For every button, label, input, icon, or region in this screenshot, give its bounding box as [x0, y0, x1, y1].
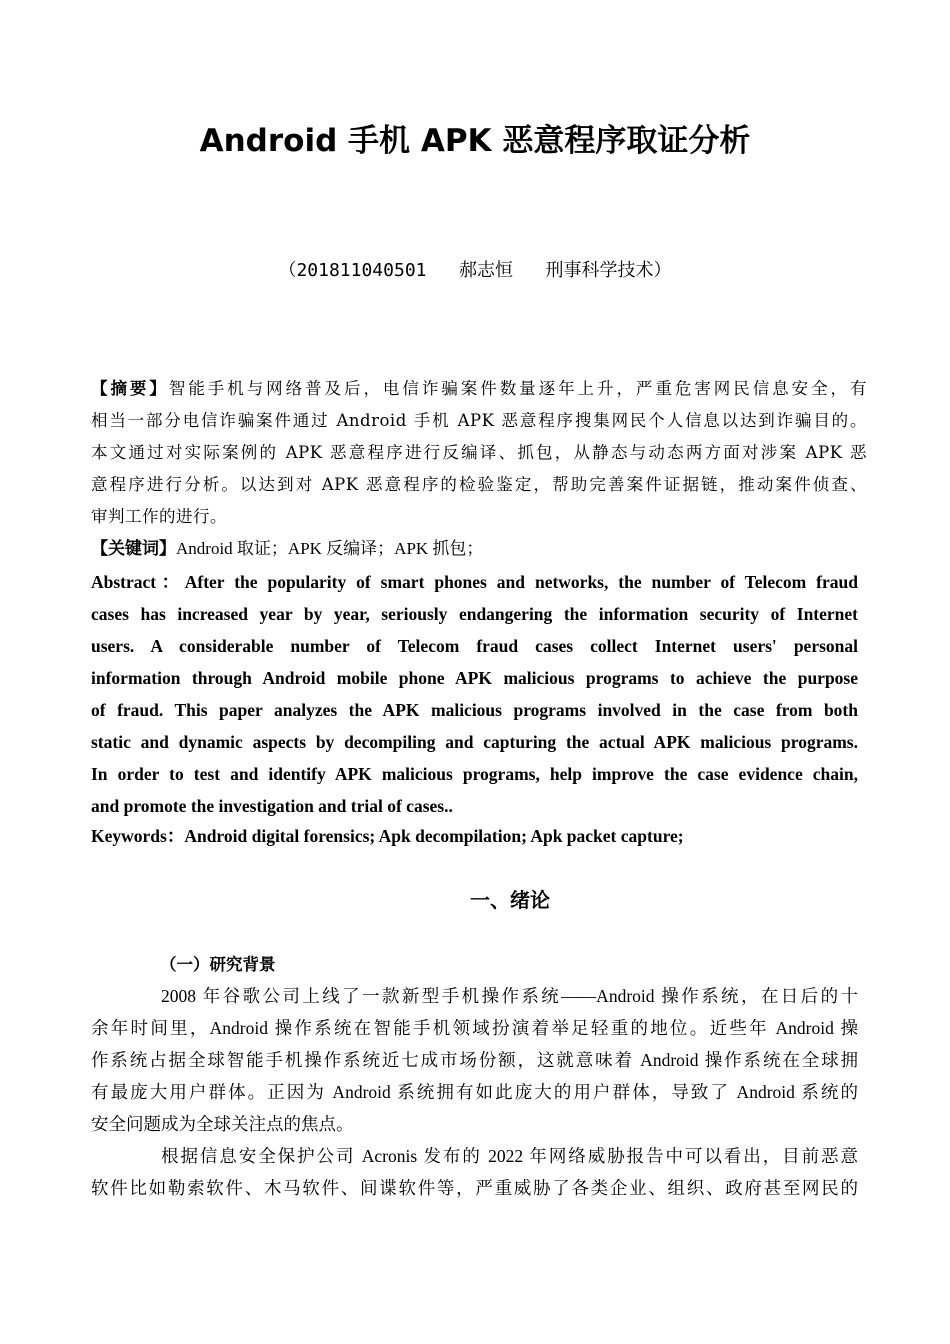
abstract-cn-text: 智能手机与网络普及后，电信诈骗案件数量逐年上升，严重危害网民信息安全，有 [168, 379, 868, 398]
abstract-cn-line-1 [91, 373, 867, 405]
para1-line-3: 作系统占据全球智能手机操作系统近七成市场份额，这就意味着 Android 操作系统在全球拥 [91, 1050, 858, 1070]
subsection-heading: （一）研究背景 [160, 955, 276, 974]
abstract-en-line-7: In order to test and identify APK malicious programs, help improve the case evidence chain, [91, 764, 858, 784]
abstract-cn-line-4: 意程序进行分析。以达到对 APK 恶意程序的检验鉴定，帮助完善案件证据链，推动案件侦查、 [91, 475, 867, 494]
chinese-abstract [91, 373, 867, 533]
english-keywords: Keywords：Android digital forensics; Apk decompilation; Apk packet capture; [91, 826, 684, 846]
abstract-cn-line-3: 本文通过对实际案例的 APK 恶意程序进行反编译、抓包，从静态与动态两方面对涉案 APK 恶 [91, 443, 867, 462]
abstract-cn-line-5: 审判工作的进行。 [91, 507, 227, 526]
body-paragraph-1 [91, 980, 858, 1140]
para2-line-2: 软件比如勒索软件、木马软件、间谍软件等，严重威胁了各类企业、组织、政府甚至网民的 [91, 1178, 858, 1198]
keywords-cn-text: Android 取证；APK 反编译；APK 抓包； [176, 539, 484, 558]
abstract-en-line-6: static and dynamic aspects by decompiling and capturing the actual APK malicious programs. [91, 732, 858, 752]
para1-line-5: 安全问题成为全球关注点的焦点。 [91, 1114, 354, 1134]
abstract-en-line-2: cases has increased year by year, seriously endangering the information security of Internet [91, 604, 858, 624]
abstract-cn-line-2: 相当一部分电信诈骗案件通过 Android 手机 APK 恶意程序搜集网民个人信息以达到诈骗目的。 [91, 411, 867, 430]
author-line: （201811040501 郝志恒 刑事科学技术） [278, 260, 672, 281]
abstract-en-line-8: and promote the investigation and trial of cases.. [91, 796, 453, 816]
para1-line-2: 余年时间里，Android 操作系统在智能手机领域扮演着举足轻重的地位。近些年 Android 操 [91, 1018, 858, 1038]
abstract-cn-tag: 【摘要】 [91, 379, 169, 398]
english-abstract [91, 566, 858, 822]
para1-line-1: 2008 年谷歌公司上线了一款新型手机操作系统——Android 操作系统，在日后的十 [161, 986, 858, 1006]
abstract-en-line-4: information through Android mobile phone APK malicious programs to achieve the purpose [91, 668, 858, 688]
abstract-en-line-5: of fraud. This paper analyzes the APK malicious programs involved in the case from both [91, 700, 858, 720]
abstract-en-line-1: Abstract：After the popularity of smart phones and networks, the number of Telecom fraud [91, 572, 858, 592]
keywords-cn-tag: 【关键词】 [91, 539, 176, 559]
para1-line-4: 有最庞大用户群体。正因为 Android 系统拥有如此庞大的用户群体，导致了 Android 系统的 [91, 1082, 858, 1102]
paper-title: Android 手机 APK 恶意程序取证分析 [199, 123, 751, 159]
para2-line-1: 根据信息安全保护公司 Acronis 发布的 2022 年网络威胁报告中可以看出，目前恶意 [161, 1146, 858, 1166]
section-heading: 一、绪论 [470, 888, 550, 912]
chinese-keywords [91, 534, 867, 564]
abstract-en-line-3: users. A considerable number of Telecom fraud cases collect Internet users' personal [91, 636, 858, 656]
body-paragraph-2 [91, 1140, 858, 1204]
